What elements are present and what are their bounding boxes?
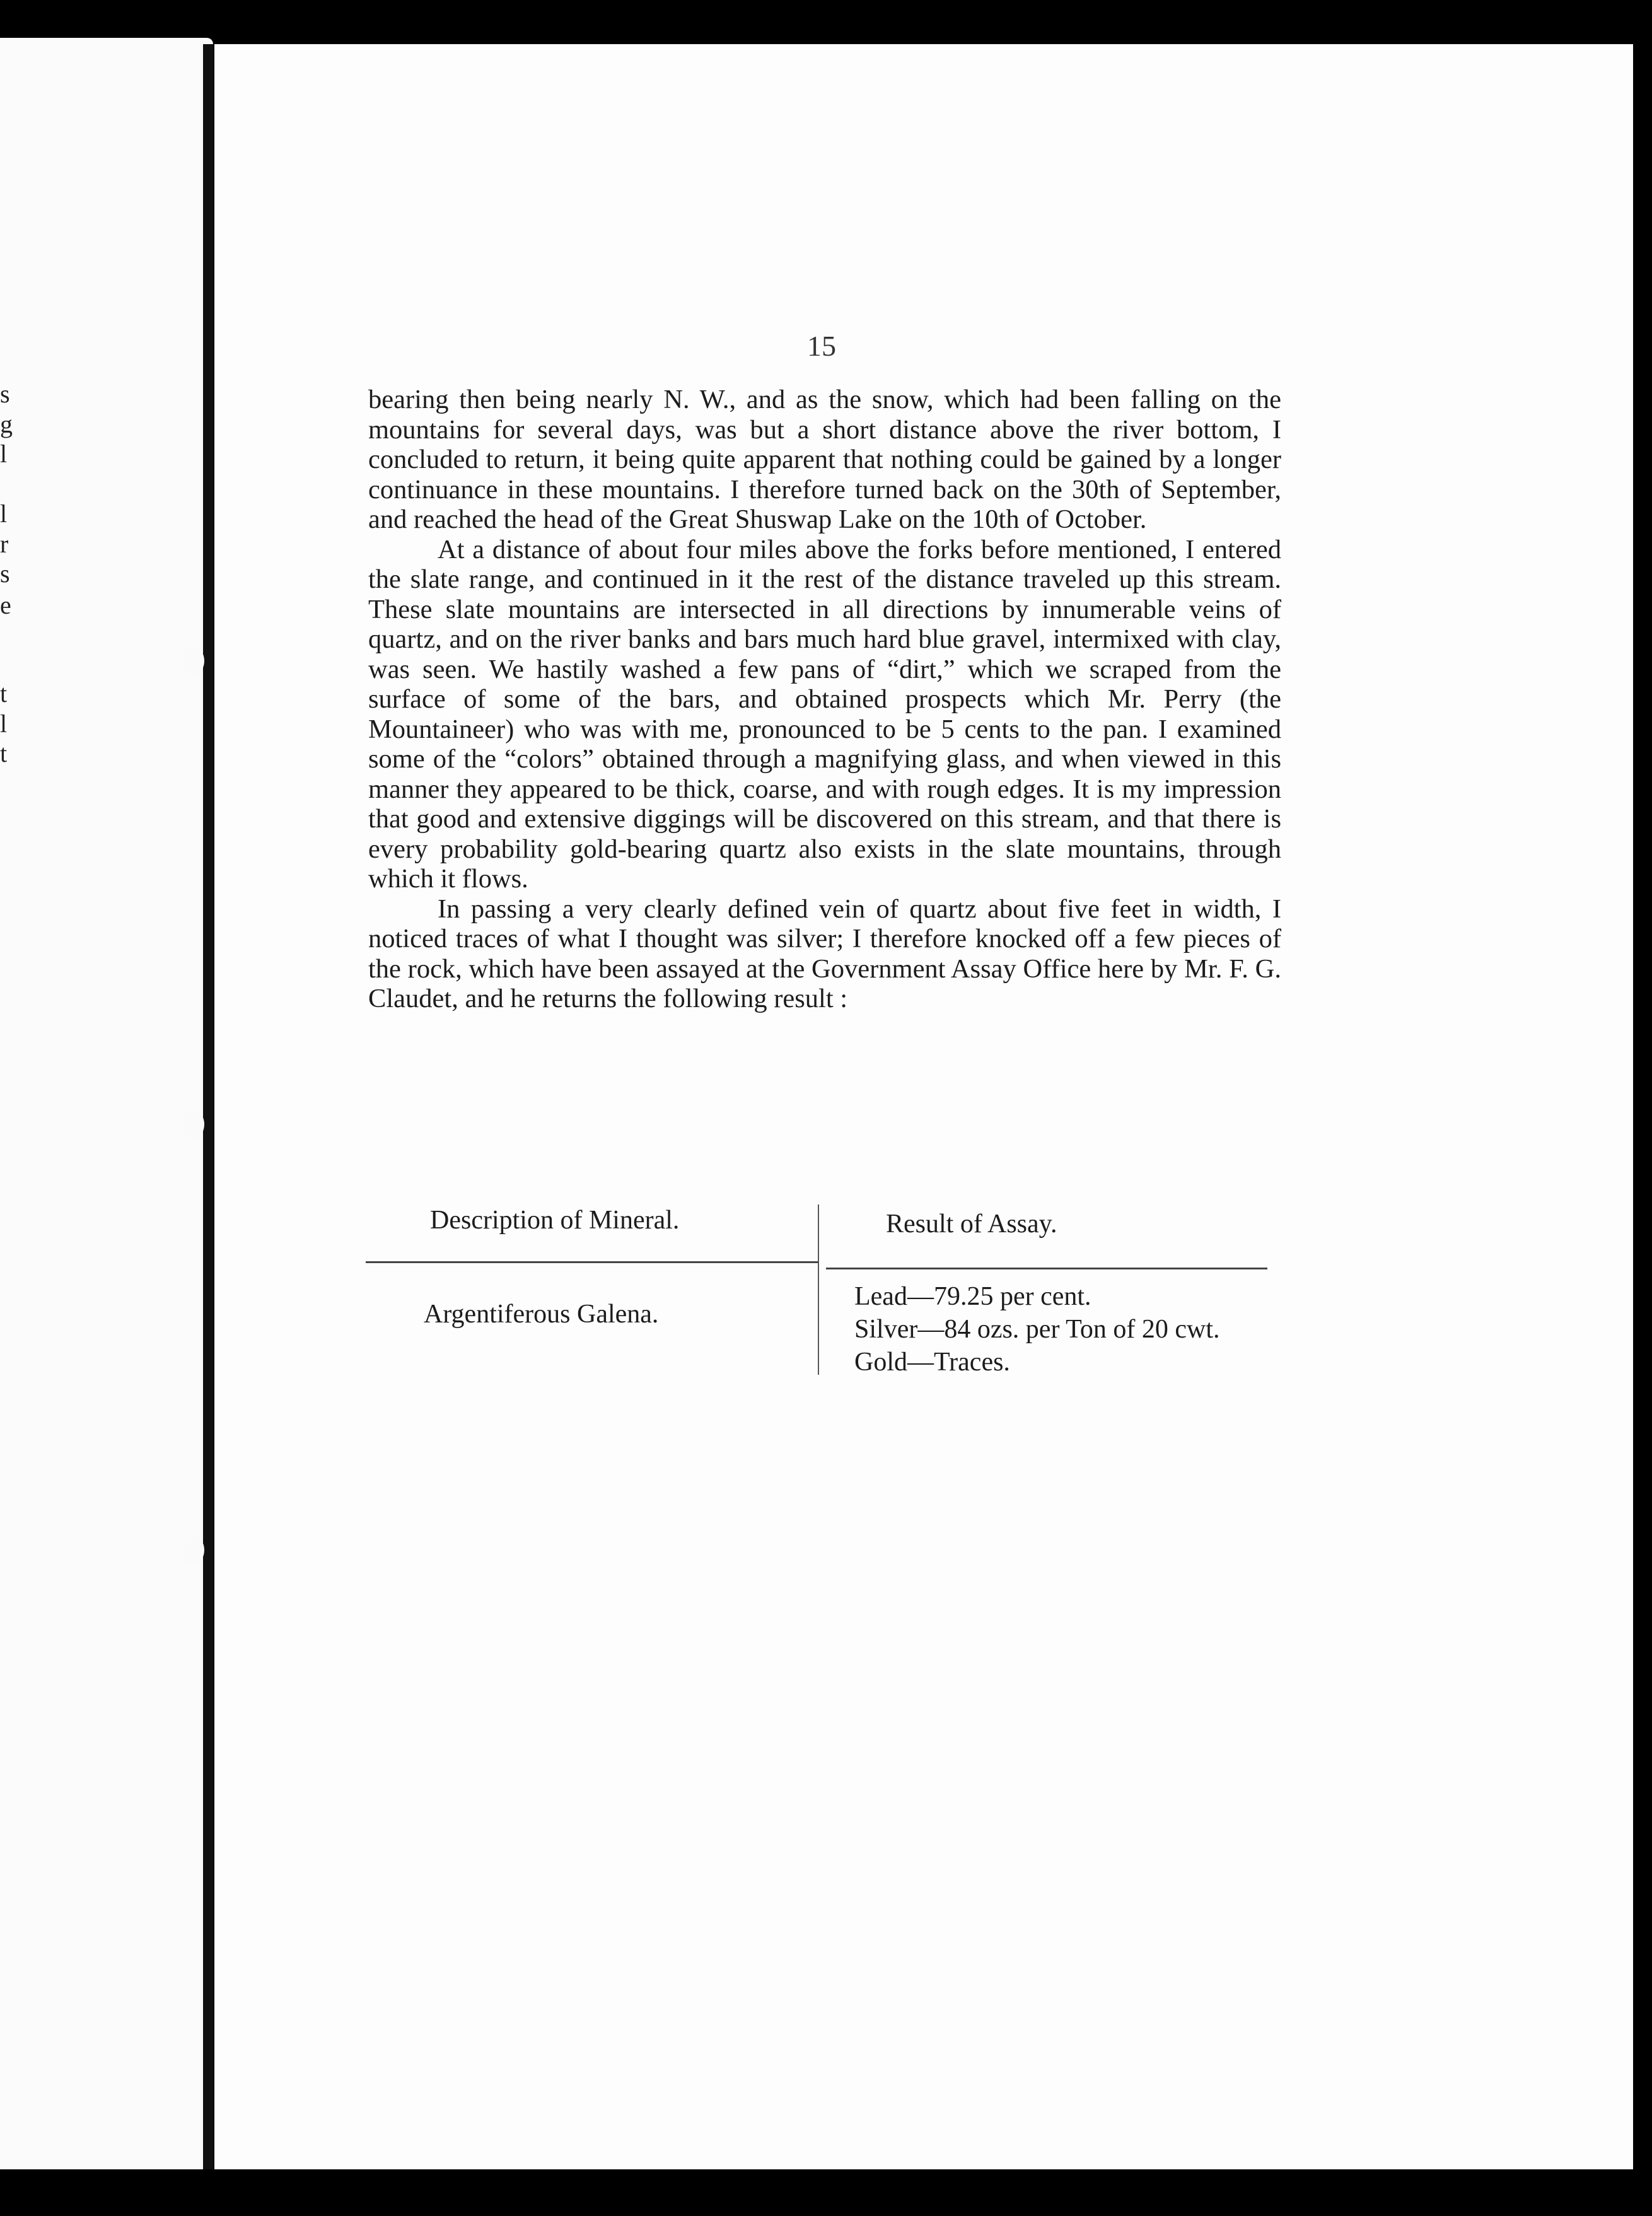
page-number: 15 bbox=[807, 330, 836, 362]
result-gold: Gold—Traces. bbox=[854, 1348, 1010, 1377]
header-mineral: Description of Mineral. bbox=[430, 1206, 680, 1235]
header-rule-left bbox=[366, 1261, 818, 1263]
assay-table bbox=[366, 1201, 1267, 1378]
facing-page-fragment: l bbox=[0, 499, 8, 528]
page-body bbox=[368, 385, 1281, 1014]
facing-page-fragment: e bbox=[0, 591, 11, 619]
paragraph-slate-range: At a distance of about four miles above the forks before mentioned, I entered the slate range, and continued in it the rest of the distance traveled up this stream. These slate mountains are intersected in all directions by innumerable veins of quartz, and on the river banks and bars much hard blue gravel, intermixed with clay, was seen. We hastily washed a few pans of “dirt,” which we scraped from the surface of some of the bars, and obtained prospects which Mr. Perry (the Mountaineer) who was with me, pronounced to be 5 cents to the pan. I examined some of the “colors” obtained through a magnifying glass, and when viewed in this manner they appeared to be thick, coarse, and with rough edges. It is my impression that good and extensive diggings will be discovered on this stream, and that there is every probability gold-bearing quartz also exists in the slate mountains, through which it flows. bbox=[368, 534, 1281, 894]
result-silver: Silver—84 ozs. per Ton of 20 cwt. bbox=[854, 1315, 1220, 1344]
result-lead: Lead—79.25 per cent. bbox=[854, 1282, 1091, 1311]
book-page bbox=[214, 44, 1633, 2169]
facing-page-fragment: l bbox=[0, 440, 8, 468]
header-rule-right bbox=[826, 1268, 1267, 1269]
mineral-cell: Argentiferous Galena. bbox=[424, 1300, 659, 1329]
paragraph-continued: bearing then being nearly N. W., and as the snow, which had been falling on the mountains for several days, was but a short distance above the river bottom, I concluded to return, it being quite apparent that nothing could be gained by a longer continuance in these mountains. I therefore turned back on the 30th of September, and reached the head of the Great Shuswap Lake on the 10th of October. bbox=[368, 385, 1281, 534]
facing-page-fragment: r bbox=[0, 530, 9, 558]
facing-page-fragment: t bbox=[0, 679, 8, 708]
facing-page-fragment: l bbox=[0, 709, 8, 738]
column-divider bbox=[818, 1204, 819, 1375]
facing-page-edge bbox=[0, 38, 213, 2169]
paragraph-quartz-vein: In passing a very clearly defined vein of quartz about five feet in width, I noticed traces of what I thought was silver; I therefore knocked off a few pieces of the rock, which have been assayed at the Government Assay Office here by Mr. F. G. Claudet, and he returns the following result : bbox=[368, 894, 1281, 1013]
binding-tab bbox=[183, 646, 204, 675]
binding-tab bbox=[183, 1110, 204, 1139]
binding-tab bbox=[183, 1536, 204, 1565]
book-spine bbox=[203, 44, 213, 2169]
facing-page-fragment: s bbox=[0, 559, 10, 588]
facing-page-fragment: s bbox=[0, 380, 10, 408]
facing-page-fragment: g bbox=[0, 410, 13, 438]
assay-results-cell bbox=[854, 1280, 1220, 1379]
header-result: Result of Assay. bbox=[886, 1210, 1057, 1239]
facing-page-fragment: t bbox=[0, 739, 8, 767]
